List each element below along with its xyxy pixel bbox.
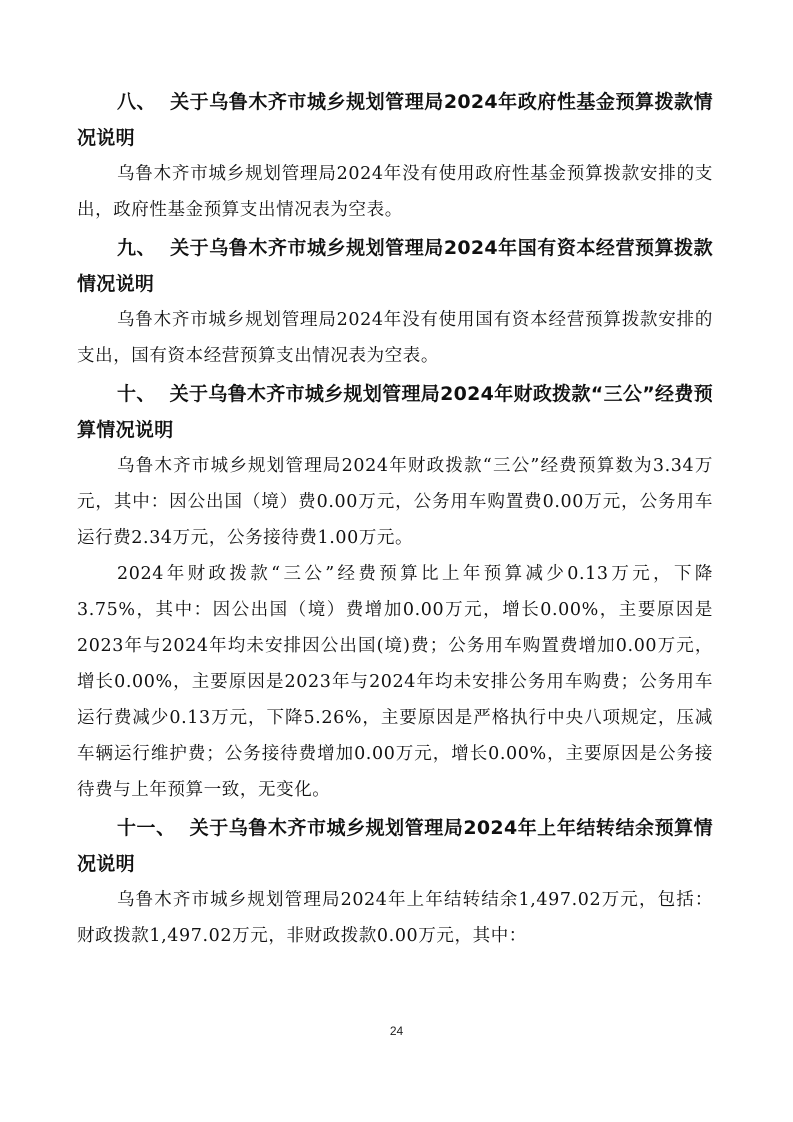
section-8 [77,84,713,228]
section-9 [77,230,713,374]
body-paragraph: 乌鲁木齐市城乡规划管理局2024年没有使用国有资本经营预算拨款安排的支出，国有资本经营预算支出情况表为空表。 [77,310,713,366]
section-title: 关于乌鲁木齐市城乡规划管理局2024年上年结转结余预算情况说明 [77,817,713,875]
body-paragraph: 乌鲁木齐市城乡规划管理局2024年上年结转结余1,497.02万元，包括：财政拨款1,497.02万元，非财政拨款0.00万元，其中： [77,890,713,946]
section-title: 关于乌鲁木齐市城乡规划管理局2024年政府性基金预算拨款情况说明 [77,91,713,149]
section-heading [77,376,713,448]
section-11 [77,810,713,954]
section-number: 九、 [117,237,157,259]
section-number: 八、 [117,91,157,113]
section-number: 十一、 [117,817,176,839]
body-paragraph: 乌鲁木齐市城乡规划管理局2024年没有使用政府性基金预算拨款安排的支出，政府性基金预算支出情况表为空表。 [77,164,713,220]
section-heading [77,84,713,156]
section-heading [77,810,713,882]
body-paragraph: 2024年财政拨款“三公”经费预算比上年预算减少0.13万元，下降3.75%，其中：因公出国（境）费增加0.00万元，增长0.00%，主要原因是2023年与2024年均未安排因公出国(境)费；公务用车购置费增加0.00万元，增长0.00%，主要原因是2023年与2024年均未安排公务用车购费；公务用车运行费减少0.13万元，下降5.26%，主要原因是严格执行中央八项规定，压减车辆运行维护费；公务接待费增加0.00万元，增长0.00%，主要原因是公务接待费与上年预算一致，无变化。 [77,564,713,800]
page-content [77,84,713,956]
body-paragraph: 乌鲁木齐市城乡规划管理局2024年财政拨款“三公”经费预算数为3.34万元，其中：因公出国（境）费0.00万元，公务用车购置费0.00万元，公务用车运行费2.34万元，公务接待费1.00万元。 [77,456,713,548]
page-number: 24 [389,1024,404,1038]
section-title: 关于乌鲁木齐市城乡规划管理局2024年财政拨款“三公”经费预算情况说明 [77,383,713,441]
section-heading [77,230,713,302]
section-title: 关于乌鲁木齐市城乡规划管理局2024年国有资本经营预算拨款情况说明 [77,237,713,295]
section-10 [77,376,713,808]
section-number: 十、 [117,383,156,405]
